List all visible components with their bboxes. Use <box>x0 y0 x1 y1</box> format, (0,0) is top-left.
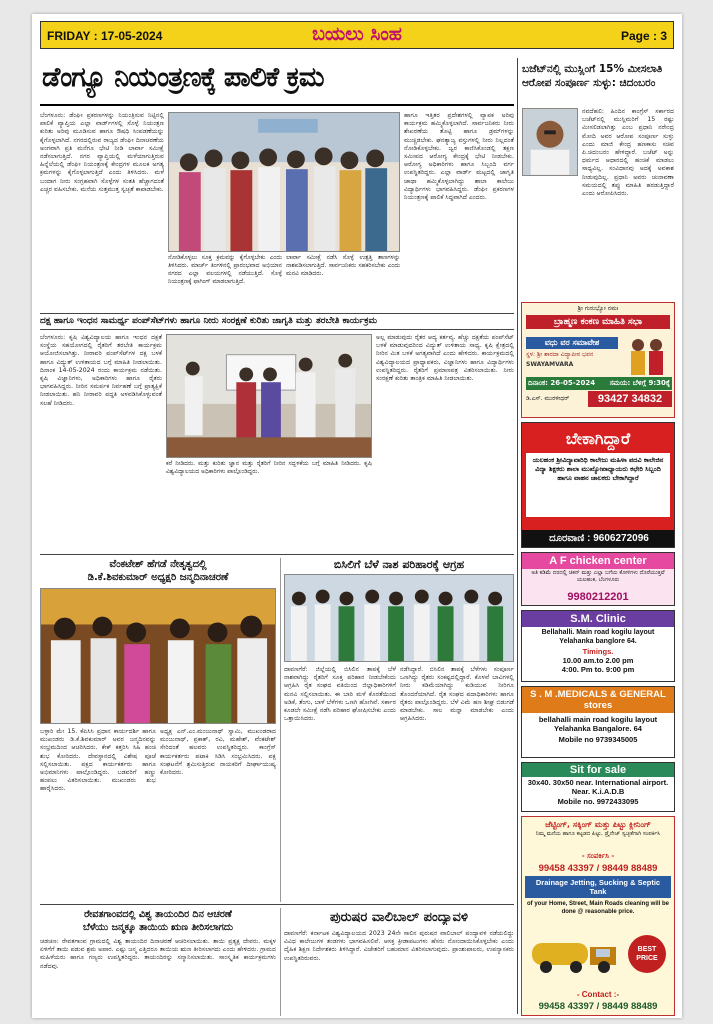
story2-text-left: ಬೆಂಗಳೂರು: ಕೃಷಿ ವಿಶ್ವವಿದ್ಯಾಲಯ ಹಾಗೂ ಇಂಧನ ದಕ್ಷತೆ ಸಂಸ್ಥೆಯ ಸಹಯೋಗದಲ್ಲಿ ರೈತರಿಗೆ ತರಬೇತಿ ಕಾರ್ಯಕ್ರಮ ಆಯೋಜಿಸಲಾಗಿತ್ತು. ನೀರಾವರಿ ಪಂಪ್‌ಸೆಟ್‌ಗಳ ದಕ್ಷ ಬಳಕೆ ಹಾಗೂ ವಿದ್ಯುತ್ ಉಳಿತಾಯದ ಬಗ್ಗೆ ಮಾಹಿತಿ ನೀಡಲಾಯಿತು. ದಿನಾಂಕ 14-05-2024 ರಂದು ಕಾರ್ಯಕ್ರಮ ನಡೆಯಿತು. ಕೃಷಿ ವಿಜ್ಞಾನಿಗಳು, ಅಧಿಕಾರಿಗಳು ಹಾಗೂ ರೈತರು ಭಾಗವಹಿಸಿದ್ದರು. ನೀರಿನ ಸಮರ್ಪಕ ನಿರ್ವಹಣೆ ಬಗ್ಗೆ ಪ್ರಾತ್ಯಕ್ಷಿಕೆ ನೀಡಲಾಯಿತು. ಹನಿ ನೀರಾವರಿ ಪದ್ಧತಿ ಅಳವಡಿಸಿಕೊಳ್ಳುವಂತೆ ಸಲಹೆ ನೀಡಿದರು. <box>40 334 162 407</box>
divider <box>40 104 514 106</box>
lead-photo-caption: ನೋಡಿಕೊಳ್ಳಲು ಸೂಕ್ತ ಕ್ರಮವನ್ನು ಕೈಗೊಳ್ಳಬೇಕು ಎಂದು ತಿಳಿಸಿದರು. ಮಾರ್ಚ್ ತಿಂಗಳಿನಲ್ಲಿ ಪ್ರಾರಂಭವಾದ ಅಭಿಯಾನ ನಗರದ ಎಲ್ಲಾ ವಲಯಗಳಲ್ಲಿ ನಡೆಯುತ್ತಿದೆ. ಸೊಳ್ಳೆ ನಿಯಂತ್ರಣಕ್ಕೆ ಫಾಗಿಂಗ್ ಮಾಡಲಾಗುತ್ತಿದೆ. <box>168 254 282 285</box>
drainage-title-kn: ಜೆಟ್ಟಿಂಗ್, ಸಕ್ಕಿಂಗ್ ಮತ್ತು ಪಿಟ್ಟು ಕ್ಲೀನಿಂಗ್ <box>545 820 651 829</box>
ad-time: ಸಮಯ: ಬೆಳಿಗ್ಗೆ 9:30ಕ್ಕೆ <box>609 379 670 387</box>
story4-text-right: ನಡೆಸಿದ್ದಾರೆ. ಬಿಸಿಲಿನ ತಾಪಕ್ಕೆ ಬೆಳೆಗಳು ಸಂಪೂರ್ಣ ಒಣಗಿದ್ದು ರೈತರು ಸಂಕಷ್ಟದಲ್ಲಿದ್ದಾರೆ. ಕೊಳವೆ ಬಾವಿಗಳಲ್ಲಿ ನೀರು ಕಡಿಮೆಯಾಗಿದ್ದು ಕುಡಿಯುವ ನೀರಿಗೂ ತೊಂದರೆಯಾಗಿದೆ. ರೈತ ಸಂಘದ ಪದಾಧಿಕಾರಿಗಳು ಹಾಗೂ ರೈತರು ಪಾಲ್ಗೊಂಡಿದ್ದರು. ಬೆಳೆ ವಿಮೆ ಹಣ ಶೀಘ್ರ ಬಿಡುಗಡೆ ಮಾಡಬೇಕು. ಸಾಲ ಮನ್ನಾ ಮಾಡಬೇಕು ಎಂದು ಆಗ್ರಹಿಸಿದರು. <box>400 666 514 723</box>
lead-text-col1: ಬೆಂಗಳೂರು: ಡೆಂಘೀ ಪ್ರಕರಣಗಳನ್ನು ನಿಯಂತ್ರಿಸುವ ನಿಟ್ಟಿನಲ್ಲಿ ಪಾಲಿಕೆ ವ್ಯಾಪ್ತಿಯ ಎಲ್ಲಾ ವಾರ್ಡ್‌ಗಳಲ್ಲಿ ಸೊಳ್ಳೆ ನಿಯಂತ್ರಣ ಕುರಿತು ಅರಿವು ಮೂಡಿಸುವ ಹಾಗೂ ಔಷಧಿ ಸಿಂಪಡಣೆಯನ್ನು ಕೈಗೊಳ್ಳಲಾಗಿದೆ. ನಗರದಲ್ಲಿರುವ ರಾಜ್ಯದ ಡೆಂಘೀ ದಿನಾಚರಣೆಯ ಅಂಗವಾಗಿ ಪ್ರತಿ ಮನೆಗೂ ಭೇಟಿ ನೀಡಿ ಲಾರ್ವಾ ಸಮೀಕ್ಷೆ ನಡೆಸಲಾಗುತ್ತಿದೆ. ನಗರ ವ್ಯಾಪ್ತಿಯಲ್ಲಿ ಮಳೆಯಾಗುತ್ತಿರುವ ಹಿನ್ನೆಲೆಯಲ್ಲಿ ಡೆಂಘೀ ನಿಯಂತ್ರಣಕ್ಕೆ ಕೇಂದ್ರಗಳ ಮೂಲಕ ಅಗತ್ಯ ಕ್ರಮಗಳನ್ನು ಕೈಗೊಳ್ಳಲಾಗುತ್ತಿದೆ ಎಂದು ತಿಳಿಸಿದರು. ಮಳೆ ಬಂದಾಗ ನೀರು ಸಂಗ್ರಹವಾಗಿ ಸೊಳ್ಳೆಗಳ ಸಂತತಿ ಹೆಚ್ಚಾಗದಂತೆ ಎಚ್ಚರ ವಹಿಸಬೇಕು. ಮನೆಯ ಸುತ್ತಮುತ್ತ ಸ್ವಚ್ಛತೆ ಕಾಪಾಡಬೇಕು. <box>40 112 164 193</box>
training-photo-icon <box>167 335 371 457</box>
divider <box>280 908 281 1016</box>
ad-phone: 93427 34832 <box>588 391 672 407</box>
clinic-ad <box>521 610 675 682</box>
story3-text-1: ಬಳ್ಳಾರಿ ಮೇ 15. ಕೆಪಿಸಿಸಿ ಪ್ರಧಾನ ಕಾರ್ಯದರ್ಶಿ ಹಾಗೂ ಮುಖಂಡರು ಡಿ.ಕೆ.ಶಿವಕುಮಾರ್ ಅವರ ಜನ್ಮದಿನವನ್ನು ಸಂಭ್ರಮದಿಂದ ಆಚರಿಸಿದರು. ಕೇಕ್ ಕತ್ತರಿಸಿ ಸಿಹಿ ಹಂಚಿ ಶುಭ ಕೋರಿದರು. ದೇವಸ್ಥಾನದಲ್ಲಿ ವಿಶೇಷ ಪೂಜೆ ಸಲ್ಲಿಸಲಾಯಿತು. ಪಕ್ಷದ ಕಾರ್ಯಕರ್ತರು ಹಾಗೂ ಅಭಿಮಾನಿಗಳು ಪಾಲ್ಗೊಂಡಿದ್ದರು. ಬಡವರಿಗೆ ಹಣ್ಣು ಹಂಪಲು ವಿತರಿಸಲಾಯಿತು. ಮುಖಂಡರು ಶುಭ ಹಾರೈಸಿದರು. <box>40 728 156 793</box>
story5-headline: ರೇವತಗಾಂವದಲ್ಲಿ ವಿಶ್ವ ತಾಯಂದಿರ ದಿನ ಆಚರಣೆ ಬೆಳೆಯು ಜನ್ಮಕ್ಕೂ ತಾಯಿಯ ಋಣ ತೀರಿಸಲಾಗದು <box>83 909 233 933</box>
wanted-ad <box>521 422 675 548</box>
divider <box>40 904 514 905</box>
story2-text-right: ಅಲ್ಲ ಮಾಡುವುದು ರೈತರ ಆದ್ಯ ಕರ್ತವ್ಯ. ಹೆಚ್ಚು ದಕ್ಷತೆಯ ಪಂಪ್‌ಸೆಟ್ ಬಳಕೆ ಮಾಡುವುದರಿಂದ ವಿದ್ಯುತ್ ಉಳಿತಾಯ ಸಾಧ್ಯ. ಕೃಷಿ ಕ್ಷೇತ್ರದಲ್ಲಿ ನೀರಿನ ಮಿತ ಬಳಕೆ ಅಗತ್ಯವಾಗಿದೆ ಎಂದು ಹೇಳಿದರು. ಕಾರ್ಯಕ್ರಮದಲ್ಲಿ ವಿಶ್ವವಿದ್ಯಾಲಯದ ಪ್ರಾಧ್ಯಾಪಕರು, ವಿಜ್ಞಾನಿಗಳು ಹಾಗೂ ವಿದ್ಯಾರ್ಥಿಗಳು ಉಪಸ್ಥಿತರಿದ್ದರು. ರೈತರಿಗೆ ಪ್ರಮಾಣಪತ್ರ ವಿತರಿಸಲಾಯಿತು. ನೀರು ಸಂರಕ್ಷಣೆ ಕುರಿತು ತಾಂತ್ರಿಕ ಮಾಹಿತಿ ನೀಡಲಾಯಿತು. <box>376 334 514 383</box>
matrimony-ad <box>521 302 675 418</box>
chicken-phone: 9980212201 <box>567 591 629 603</box>
wanted-body: ಯಲಹಂಕ ಶ್ರೀವಿದ್ಯಾವಾರಿಧಿ ಕಾಲೇಜು ಮಹಿಳಾ ಪದವಿ ಕಾಲೇಜಿನ ವಿದ್ಯಾ ಶಿಕ್ಷಕರು ಶಾಲಾ ಮುಖ್ಯೋಪಾಧ್ಯಾಯರು ಕಛೇರಿ ಸಿಬ್ಬಂದಿ ಹಾಗೂ ವಾಹನ ಚಾಲಕರು ಬೇಕಾಗಿದ್ದಾರೆ <box>526 453 670 517</box>
lead-headline: ಡೆಂಗ್ಯೂ ನಿಯಂತ್ರಣಕ್ಕೆ ಪಾಲಿಕೆ ಕ್ರಮ <box>42 62 324 93</box>
wanted-phone: 9606272096 <box>593 533 649 544</box>
issue-date: FRIDAY : 17-05-2024 <box>47 29 163 43</box>
medicals-address: bellahalli main road kogilu layout Yelahanka Bangalore. 64 <box>538 715 658 733</box>
story4-headline: ಬಿಸಿಲಿಗೆ ಬೆಳೆ ನಾಶ ಪರಿಹಾರಕ್ಕೆ ಆಗ್ರಹ <box>333 558 465 571</box>
page-number: Page : 3 <box>620 29 667 43</box>
sidebar-text: ನವದೆಹಲಿ: ಹಿಂದಿನ ಕಾಂಗ್ರೆಸ್ ಸರ್ಕಾರದ ಬಜೆಟ್‌ನಲ್ಲಿ ಮುಸ್ಲಿಮರಿಗೆ 15 ರಷ್ಟು ಮೀಸಲಿಡಲಾಗಿತ್ತು ಎಂಬ ಪ್ರಧಾನಿ ನರೇಂದ್ರ ಮೋದಿ ಅವರ ಆರೋಪ ಸಂಪೂರ್ಣ ಸುಳ್ಳು ಎಂದು ಮಾಜಿ ಕೇಂದ್ರ ಹಣಕಾಸು ಸಚಿವ ಪಿ.ಚಿದಂಬರಂ ಹೇಳಿದ್ದಾರೆ. ಬಜೆಟ್ ಅನ್ನು ಧರ್ಮದ ಆಧಾರದಲ್ಲಿ ಹಂಚಿಕೆ ಮಾಡಲು ಸಾಧ್ಯವಿಲ್ಲ. ಸಂವಿಧಾನವು ಅದಕ್ಕೆ ಅವಕಾಶ ನೀಡುವುದಿಲ್ಲ. ಪ್ರಧಾನಿ ಅವರು ಚುನಾವಣಾ ಸಮಯದಲ್ಲಿ ತಪ್ಪು ಮಾಹಿತಿ ಹರಡುತ್ತಿದ್ದಾರೆ ಎಂದು ಆರೋಪಿಸಿದರು. <box>582 108 674 198</box>
ad-place: ಸ್ಥಳ: ಶ್ರೀ ಶಾರದಾ ವಿದ್ಯಾಪೀಠ ಭವನ <box>526 351 594 358</box>
wanted-phone-label: ದೂರವಾಣಿ : <box>549 533 591 544</box>
story6-headline: ಪುರುಷರ ವಾಲಿಬಾಲ್ ಪಂದ್ಯಾವಳಿ <box>330 910 468 925</box>
ad-date: ದಿನಾಂಕ: 26-05-2024 <box>528 379 596 387</box>
story2-headline: ದಕ್ಷ ಹಾಗೂ ಇಂಧನ ಸಾಮರ್ಥ್ಯ ಪಂಪ್‌ಸೆಟ್‌ಗಳು ಹಾಗೂ ನೀರು ಸಂರಕ್ಷಣೆ ಕುರಿತು ಜಾಗೃತಿ ಮತ್ತು ತರಬೇತಿ ಕಾರ್ಯಕ್ರಮ <box>40 316 378 326</box>
truck-icon <box>530 935 620 975</box>
right-column <box>520 58 676 1018</box>
story3-photo <box>40 588 276 724</box>
sidebar-portrait <box>522 108 578 176</box>
site-title: Sit for sale <box>522 763 674 777</box>
drainage-contact2-label: - Contact :- <box>576 990 620 999</box>
clinic-title: S.M. Clinic <box>522 611 674 627</box>
column-divider <box>517 58 518 1014</box>
masthead <box>40 21 674 49</box>
drainage-phones: 99458 43397 / 98449 88489 <box>538 863 658 874</box>
chicken-ad <box>521 552 675 606</box>
celebration-photo-icon <box>41 589 275 723</box>
divider <box>40 554 514 555</box>
drainage-contact-label: - ಸಂಪರ್ಕಿಸಿ - <box>581 852 615 860</box>
ad-top-line: ಶ್ರೀ ಗುರುಭ್ಯೋ ನಮಃ <box>577 305 619 312</box>
story6-text: ದಾವಣಗೆರೆ: ಕರ್ನಾಟಕ ವಿಶ್ವವಿದ್ಯಾಲಯದ 2023 24ನೇ ಸಾಲಿನ ಪುರುಷರ ವಾಲಿಬಾಲ್ ಪಂದ್ಯಾವಳಿ ನಡೆಯಲಿದ್ದು ವಿವಿಧ ಕಾಲೇಜುಗಳ ತಂಡಗಳು ಭಾಗವಹಿಸಲಿವೆ. ಆಸಕ್ತ ಕ್ರೀಡಾಪಟುಗಳು ಹೆಸರು ನೋಂದಾಯಿಸಿಕೊಳ್ಳಬೇಕು ಎಂದು ದೈಹಿಕ ಶಿಕ್ಷಣ ನಿರ್ದೇಶಕರು ತಿಳಿಸಿದ್ದಾರೆ. ವಿಜೇತರಿಗೆ ಬಹುಮಾನ ವಿತರಿಸಲಾಗುವುದು. ಪ್ರಾಂಶುಪಾಲರು, ಉಪನ್ಯಾಸಕರು ಉಪಸ್ಥಿತರಿರುವರು. <box>284 930 514 962</box>
site-body: 30x40. 30x50 near. International airport. Near. K.i.A.D.B <box>527 778 669 796</box>
divider <box>280 558 281 902</box>
protest-photo-icon <box>285 575 513 661</box>
clinic-timings-label: Timings. <box>582 647 614 656</box>
divider <box>40 313 514 314</box>
drainage-title-en: Drainage Jetting, Sucking & Septic Tank <box>525 876 671 898</box>
drainage-body-kn: ನಿಮ್ಮ ಮನೆಯ ಹಾಗೂ ಕಟ್ಟಡದ ಪಿಟ್ಟು, ಡ್ರೈನೇಜ್ ಸ್ವಚ್ಛತೆಗಾಗಿ ಸಂಪರ್ಕಿಸಿ <box>535 831 661 837</box>
story2-photo <box>166 334 372 458</box>
clinic-address: Bellahalli. Main road kogilu layout Yelahanka banglore 64. <box>541 629 655 645</box>
lead-text-col2: ಹಾಗೂ ಇತ್ತಿತರ ಪ್ರದೇಶಗಳಲ್ಲಿ ವ್ಯಾಪಕ ಅರಿವು ಕಾರ್ಯಕ್ರಮ ಹಮ್ಮಿಕೊಳ್ಳಲಾಗಿದೆ. ಸಾರ್ವಜನಿಕರು ನೀರು ಶೇಖರಣೆಯ ತೊಟ್ಟಿ ಹಾಗೂ ಡ್ರಮ್‌ಗಳನ್ನು ಮುಚ್ಚಿಡಬೇಕು. ಘನತ್ಯಾಜ್ಯ ವಸ್ತುಗಳಲ್ಲಿ ನೀರು ನಿಲ್ಲದಂತೆ ನೋಡಿಕೊಳ್ಳಬೇಕು. ಜ್ವರ ಕಾಣಿಸಿಕೊಂಡಲ್ಲಿ ತಕ್ಷಣ ಸಮೀಪದ ಆರೋಗ್ಯ ಕೇಂದ್ರಕ್ಕೆ ಭೇಟಿ ನೀಡಬೇಕು. ಆರೋಗ್ಯ ಅಧಿಕಾರಿಗಳು ಹಾಗೂ ಸಿಬ್ಬಂದಿ ವರ್ಗ ಉಪಸ್ಥಿತರಿದ್ದರು. ಎಲ್ಲಾ ವಾರ್ಡ್ ಮಟ್ಟದಲ್ಲಿ ಜಾಗೃತಿ ಜಾಥಾ ಹಮ್ಮಿಕೊಳ್ಳಲಾಗಿದ್ದು ಶಾಲಾ ಕಾಲೇಜು ವಿದ್ಯಾರ್ಥಿಗಳು ಭಾಗವಹಿಸಿದ್ದರು. ಡೆಂಘೀ ಪ್ರಕರಣಗಳ ನಿಯಂತ್ರಣಕ್ಕೆ ಪಾಲಿಕೆ ಸಿದ್ಧವಾಗಿದೆ ಎಂದರು. <box>404 112 514 202</box>
medicals-ad <box>521 686 675 758</box>
ad-subtitle: ವಧು ವರ ಸಮಾವೇಶ <box>526 337 618 349</box>
story4-photo <box>284 574 514 662</box>
ad-title: ಬ್ರಾಹ್ಮಣ ಕಂಕಣ ಮಾಹಿತಿ ಸಭಾ <box>526 315 670 329</box>
site-mobile: Mobile no. 9972433095 <box>557 797 639 806</box>
lead-photo-caption-2: ಲಾರ್ವಾ ಸಮೀಕ್ಷೆ ನಡೆಸಿ ಸೊಳ್ಳೆ ಉತ್ಪತ್ತಿ ತಾಣಗಳನ್ನು ನಾಶಪಡಿಸಲಾಗುತ್ತಿದೆ. ಸಾರ್ವಜನಿಕರು ಸಹಕರಿಸಬೇಕು ಎಂದು ಮನವಿ ಮಾಡಿದರು. <box>286 254 400 277</box>
group-photo-icon <box>169 113 399 251</box>
portrait-icon <box>523 109 577 175</box>
clinic-time-1: 10.00 am.to 2.00 pm <box>562 656 634 665</box>
story3-text-2: ಅಧ್ಯಕ್ಷ ಎನ್.ಎಂ.ಮಂಜುನಾಥ್ ಸ್ವಾಮಿ, ಮುಖಂಡರಾದ ಮಂಜುನಾಥ್, ಪ್ರಕಾಶ್, ರವಿ, ಮಹೇಶ್, ವೆಂಕಟೇಶ್ ಸೇರಿದಂತೆ ಹಲವರು ಉಪಸ್ಥಿತರಿದ್ದರು. ಕಾಂಗ್ರೆಸ್ ಕಾರ್ಯಕರ್ತರು ಪಟಾಕಿ ಸಿಡಿಸಿ ಸಂಭ್ರಮಿಸಿದರು. ಪಕ್ಷ ಸಂಘಟನೆಗೆ ಶ್ರಮಿಸುತ್ತಿರುವ ನಾಯಕರಿಗೆ ದೀರ್ಘಾಯುಷ್ಯ ಕೋರಿದರು. <box>160 728 276 777</box>
newspaper-page <box>32 14 682 1018</box>
chicken-title: A F chicken center <box>522 553 674 569</box>
drainage-phones-2: 99458 43397 / 98449 88489 <box>538 1001 658 1012</box>
divider <box>40 329 514 330</box>
story3-headline: ವೆಂಕಟೇಶ್ ಹೆಗಡೆ ನೇತೃತ್ವದಲ್ಲಿ ಡಿ.ಕೆ.ಶಿವಕುಮಾರ್ ಅಧ್ಯಕ್ಷರಿ ಜನ್ಮದಿನಾಚರಣೆ <box>87 559 229 583</box>
couple-icon <box>622 335 672 375</box>
wanted-title: ಬೇಕಾಗಿದ್ದಾರೆ <box>565 429 631 448</box>
story4-text-left: ದಾವಣಗೆರೆ: ಜಿಲ್ಲೆಯಲ್ಲಿ ಬಿಸಿಲಿನ ತಾಪಕ್ಕೆ ಬೆಳೆ ನಾಶವಾಗಿದ್ದು ರೈತರಿಗೆ ಸೂಕ್ತ ಪರಿಹಾರ ನೀಡಬೇಕೆಂದು ಆಗ್ರಹಿಸಿ ರೈತ ಸಂಘದ ವತಿಯಿಂದ ಜಿಲ್ಲಾಧಿಕಾರಿಗಳಿಗೆ ಮನವಿ ಸಲ್ಲಿಸಲಾಯಿತು. ಈ ಬಾರಿ ಮಳೆ ಕೊರತೆಯಿಂದ ಅಡಿಕೆ, ತೆಂಗು, ಬಾಳೆ ಬೆಳೆಗಳು ಒಣಗಿ ಹೋಗಿವೆ. ಸರ್ಕಾರ ಕೂಡಲೇ ಸಮೀಕ್ಷೆ ನಡೆಸಿ ಪರಿಹಾರ ಘೋಷಿಸಬೇಕು ಎಂದು ಒತ್ತಾಯಿಸಿದರು. <box>284 666 396 723</box>
medicals-mobile: Mobile no 9739345005 <box>558 735 638 744</box>
chicken-body: ಅತಿ ಕಡಿಮೆ ದರದಲ್ಲಿ ಚಿಕನ್ ಮತ್ತು ಎಲ್ಲಾ ಬಗೆಯ ಕೋಳಿಗಳು ದೊರೆಯುತ್ತವೆ ಯಲಹಂಕ, ಬೆಂಗಳೂರು <box>531 570 665 583</box>
best-price-badge: BEST PRICE <box>628 935 666 973</box>
drainage-ad <box>521 816 675 1016</box>
story2-caption: ಕರೆ ನೀಡಿದರು. ಮತ್ತು ಕುರಿತು ಜ್ಞಾನ ಮತ್ತು ರೈತರಿಗೆ ನೀರಿನ ಸದ್ಬಳಕೆಯ ಬಗ್ಗೆ ಮಾಹಿತಿ ನೀಡಿದರು. ಕೃಷಿ ವಿಶ್ವವಿದ್ಯಾಲಯದ ಅಧಿಕಾರಿಗಳು ಪಾಲ್ಗೊಂಡಿದ್ದರು. <box>166 460 372 475</box>
clinic-time-2: 4:00. Pm to. 9:00 pm <box>561 665 635 674</box>
story5-text: ಚಡಚಣ: ರೇವತಗಾಂವ ಗ್ರಾಮದಲ್ಲಿ ವಿಶ್ವ ತಾಯಂದಿರ ದಿನಾಚರಣೆ ಆಚರಿಸಲಾಯಿತು. ತಾಯಿ ಪ್ರತ್ಯಕ್ಷ ದೇವರು. ಮಕ್ಕಳ ಏಳಿಗೆಗೆ ತಾಯಿ ಪಡುವ ಶ್ರಮ ಅಪಾರ. ಎಷ್ಟು ಜನ್ಮ ಎತ್ತಿದರೂ ತಾಯಿಯ ಋಣ ತೀರಿಸಲಾಗದು ಎಂದು ಹೇಳಿದರು. ಗ್ರಾಮದ ಮಹಿಳೆಯರು ಹಾಗೂ ಗಣ್ಯರು ಉಪಸ್ಥಿತರಿದ್ದರು. ತಾಯಂದಿರನ್ನು ಸನ್ಮಾನಿಸಲಾಯಿತು. ಸಾಂಸ್ಕೃತಿಕ ಕಾರ್ಯಕ್ರಮಗಳು ನಡೆದವು. <box>40 938 276 970</box>
site-sale-ad <box>521 762 675 812</box>
medicals-title: S . M .MEDICALS & GENERAL stores <box>522 687 674 713</box>
ad-venue: SWAYAMVARA <box>526 361 574 368</box>
drainage-body-en: of your Home, Street, Main Roads cleaning will be done @ reasonable price. <box>526 901 670 915</box>
main-column <box>40 58 514 1018</box>
ad-contact-name: ಡಿ.ಎಸ್. ಮುರಳೀಧರ್ <box>526 395 570 402</box>
newspaper-title: ಬಯಲು ಸಿಂಹ <box>312 23 402 45</box>
lead-photo <box>168 112 400 252</box>
sidebar-headline: ಬಜೆಟ್‌ನಲ್ಲಿ ಮುಸ್ಲಿಂಗೆ 15% ಮೀಸಲಾತಿ ಆರೋಪ ಸಂಪೂರ್ಣ ಸುಳ್ಳು: ಚಿದಂಬರಂ <box>522 63 663 89</box>
